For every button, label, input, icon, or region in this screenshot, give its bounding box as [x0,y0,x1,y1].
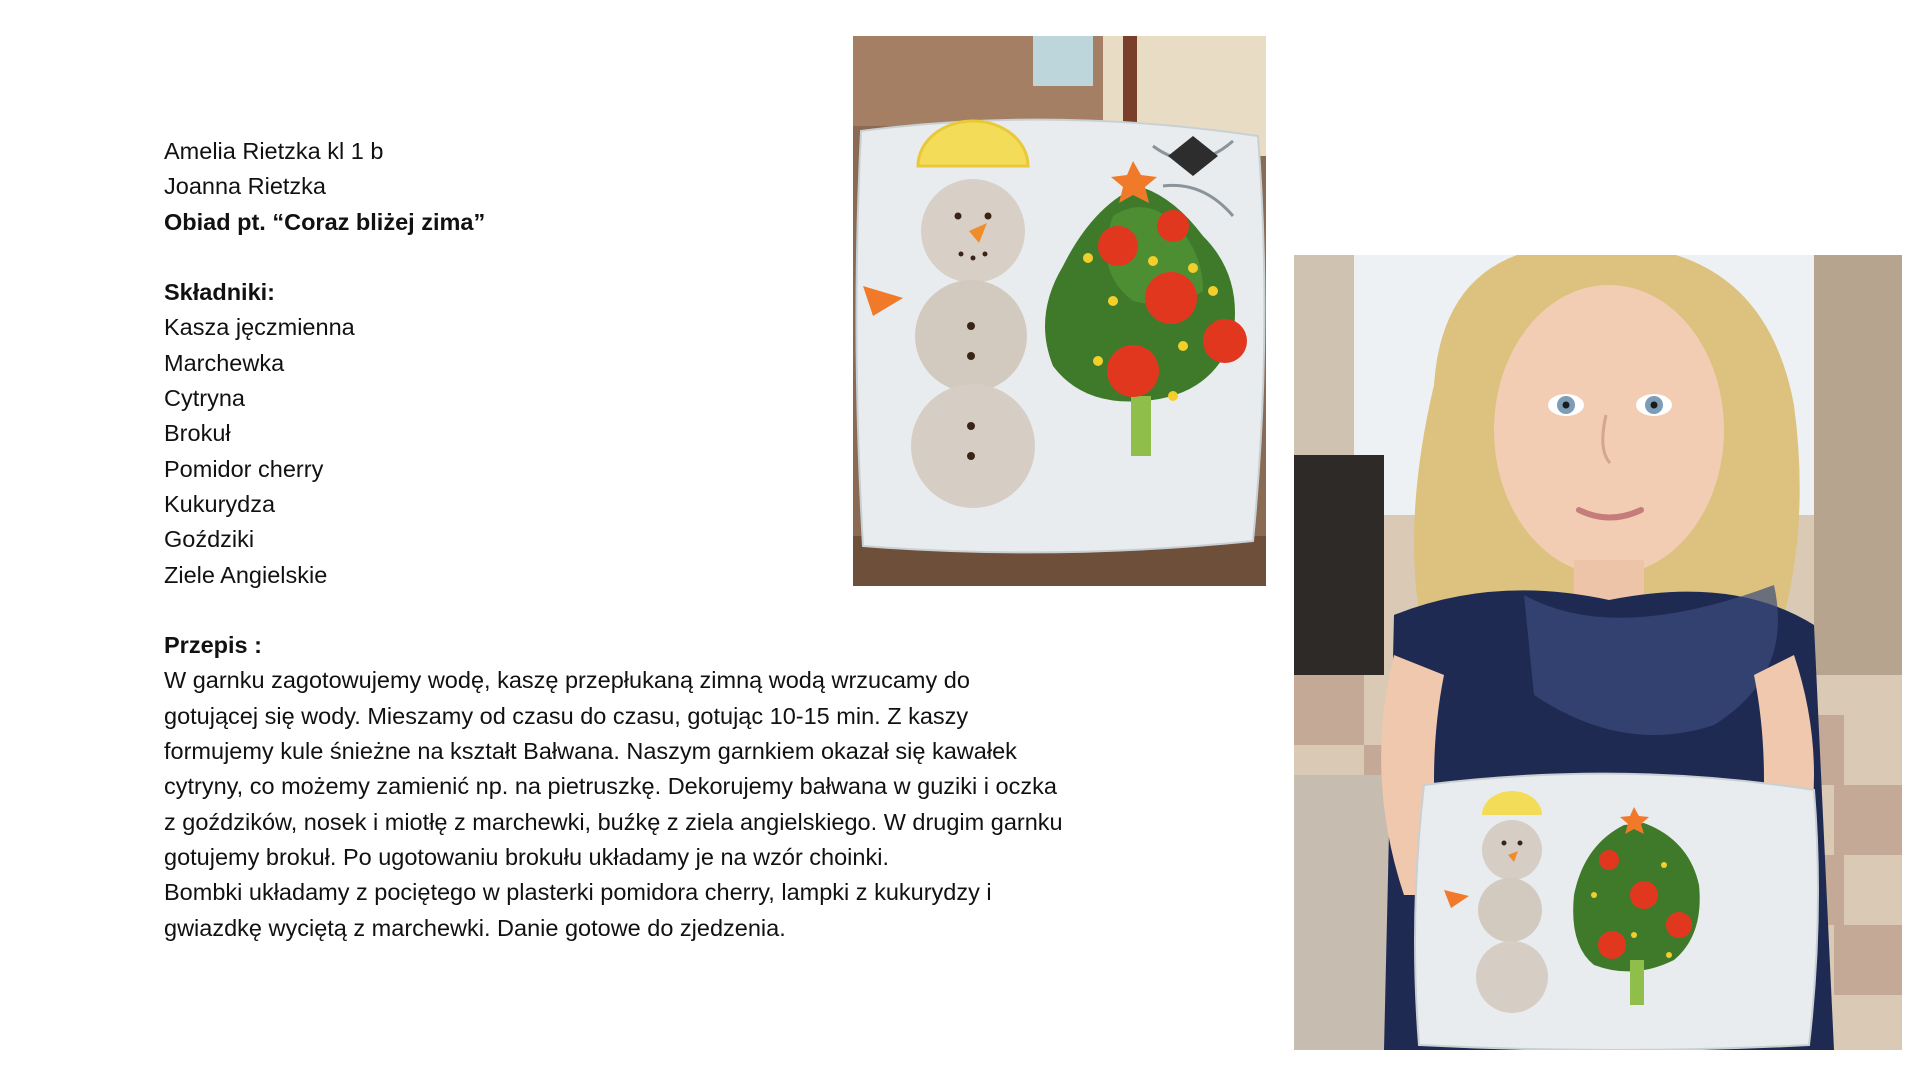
recipe-line: formujemy kule śnieżne na kształt Bałwana. Naszym garnkiem okazał się kawałek [164,738,1017,765]
dish-title: Obiad pt. “Coraz bliżej zima” [164,208,486,235]
recipe-heading: Przepis : [164,632,262,659]
ingredient-item: Brokuł [164,420,231,447]
recipe-line: cytryny, co możemy zamienić np. na pietruszkę. Dekorujemy bałwana w guziki i oczka [164,773,1057,800]
ingredient-item: Pomidor cherry [164,455,324,482]
ingredient-item: Goździki [164,526,255,553]
ingredients-heading: Składniki: [164,279,276,306]
student-name: Amelia Rietzka kl 1 b [164,138,384,164]
spacer [164,593,1154,628]
recipe-line: Bombki układamy z pociętego w plasterki pomidora cherry, lampki z kukurydzy i [164,879,992,906]
child-photo [1294,255,1902,1050]
ingredient-item: Cytryna [164,385,245,412]
ingredient-item: Marchewka [164,349,285,376]
ingredient-item: Kasza jęczmienna [164,314,355,341]
recipe-line: gotującej się wody. Mieszamy od czasu do czasu, gotując 10-15 min. Z kaszy [164,702,969,729]
ingredient-item: Ziele Angielskie [164,561,328,588]
recipe-line: W garnku zagotowujemy wodę, kaszę przepłukaną zimną wodą wrzucamy do [164,667,970,694]
recipe-line: z goździków, nosek i miotłę z marchewki, buźkę z ziela angielskiego. W drugim garnku [164,808,1063,835]
recipe-line: gotujemy brokuł. Po ugotowaniu brokułu układamy je na wzór choinki. [164,843,889,870]
dish-photo [853,36,1266,586]
dish-photo-graphic [853,36,1266,586]
parent-name: Joanna Rietzka [164,173,326,200]
recipe-line: gwiazdkę wyciętą z marchewki. Danie gotowe do zjedzenia. [164,914,786,941]
child-photo-graphic [1294,255,1902,1050]
ingredient-item: Kukurydza [164,490,276,517]
